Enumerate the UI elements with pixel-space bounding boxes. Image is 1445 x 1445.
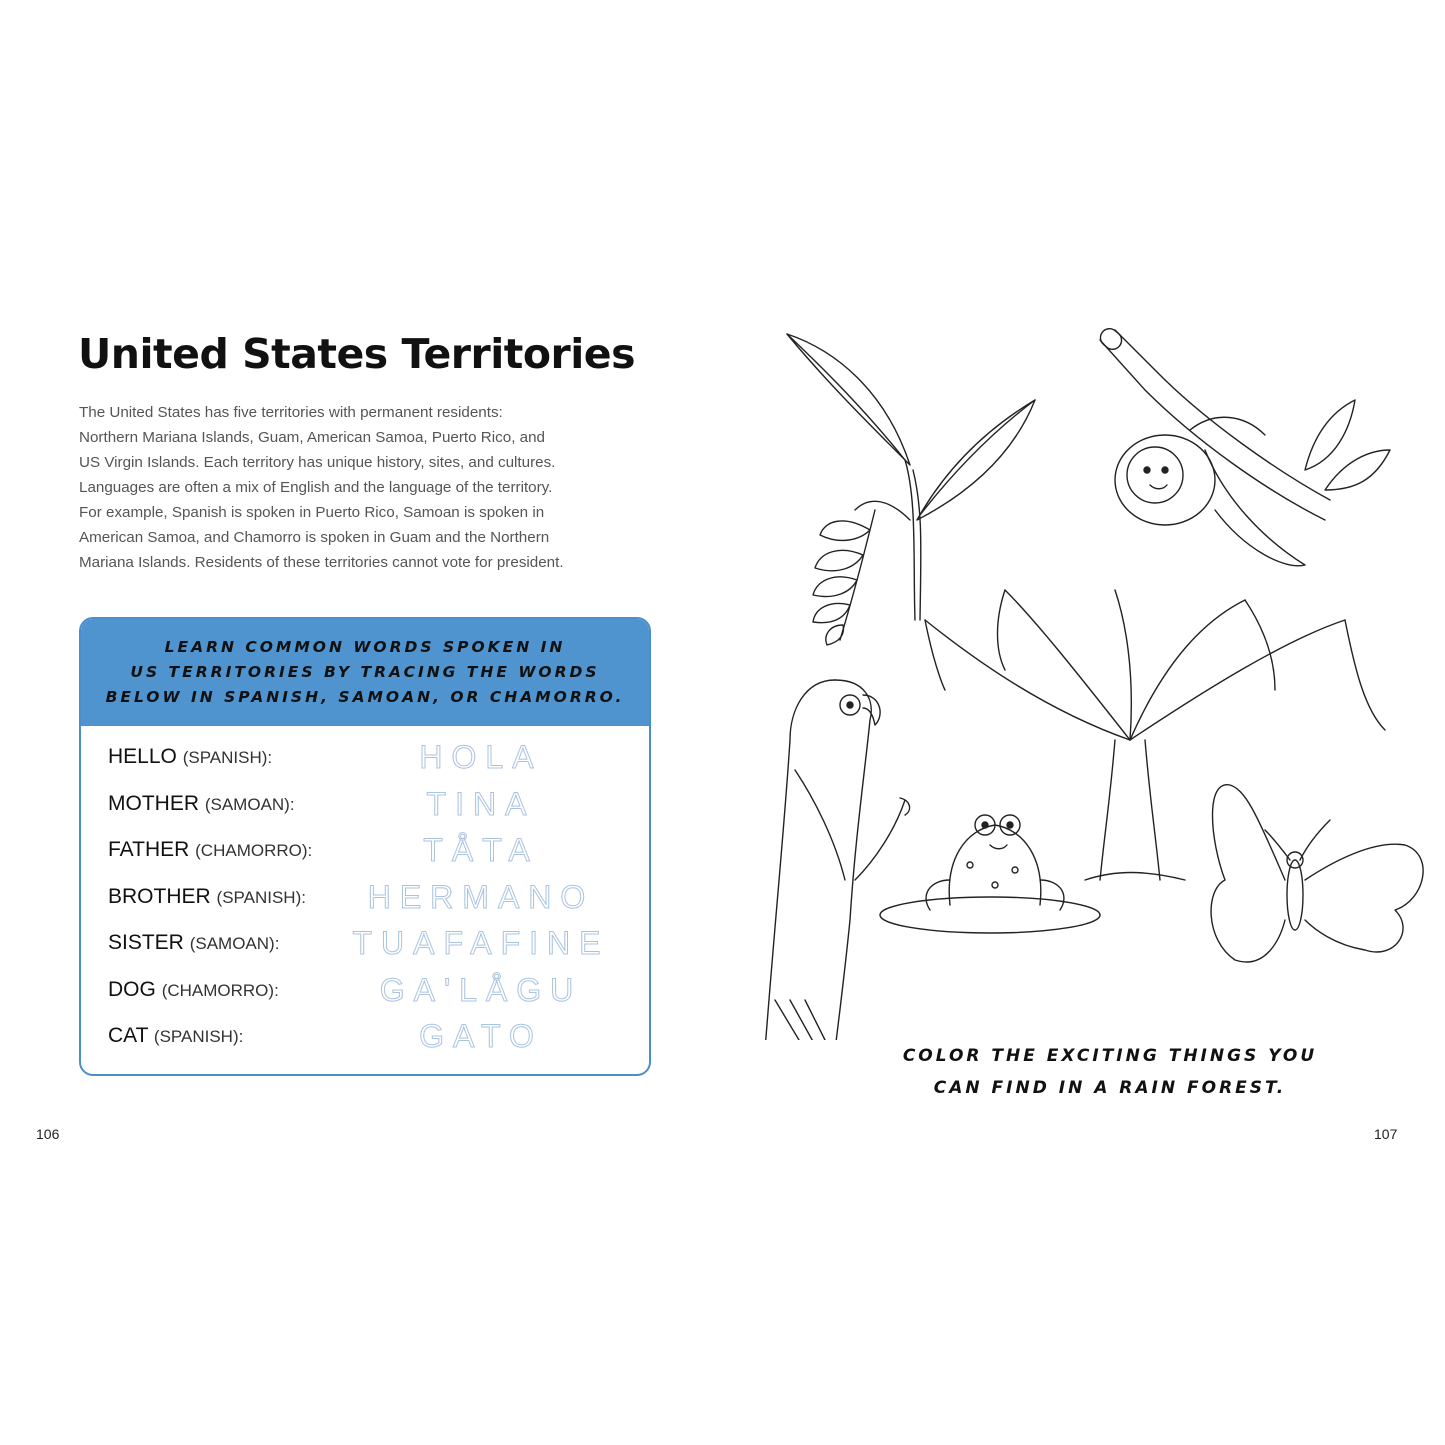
word-list xyxy=(81,739,649,1065)
english-word xyxy=(108,885,306,909)
butterfly-icon[interactable] xyxy=(1211,785,1423,962)
intro-line: Languages are often a mix of English and the language of the territory. xyxy=(79,479,553,496)
word-row xyxy=(81,1018,649,1065)
word-row xyxy=(81,925,649,972)
intro-paragraph xyxy=(79,400,639,575)
word-row xyxy=(81,832,649,879)
english-word xyxy=(108,792,295,816)
activity-header-line: US TERRITORIES BY TRACING THE WORDS xyxy=(130,663,600,681)
english-word xyxy=(108,745,272,769)
english-word xyxy=(108,1024,243,1048)
word-row xyxy=(81,972,649,1019)
english-word xyxy=(108,931,279,955)
frog-icon[interactable] xyxy=(880,815,1100,933)
intro-line: Northern Mariana Islands, Guam, American Samoa, Puerto Rico, and xyxy=(79,429,545,446)
heliconia-flower-icon[interactable] xyxy=(813,510,875,645)
language-label: (CHAMORRO): xyxy=(161,980,279,1000)
banana-plant-icon[interactable] xyxy=(787,334,1035,620)
english-word xyxy=(108,978,279,1002)
language-label: (SPANISH): xyxy=(216,887,306,907)
activity-header-line: LEARN COMMON WORDS SPOKEN IN xyxy=(164,638,566,656)
intro-line: US Virgin Islands. Each territory has unique history, sites, and cultures. xyxy=(79,454,556,471)
sloth-icon[interactable] xyxy=(1097,325,1390,566)
page-number-left: 106 xyxy=(36,1126,60,1142)
word-label: FATHER xyxy=(108,838,190,861)
english-word xyxy=(108,838,312,862)
trace-word[interactable]: TINA xyxy=(426,785,536,822)
language-label: (SAMOAN): xyxy=(204,794,295,814)
activity-header xyxy=(81,619,649,726)
tracing-activity-card xyxy=(79,617,651,1076)
intro-line: The United States has five territories with permanent residents: xyxy=(79,404,503,421)
word-row xyxy=(81,786,649,833)
page-title: United States Territories xyxy=(78,330,636,378)
trace-word[interactable]: TÅTA xyxy=(423,832,539,868)
coloring-caption xyxy=(890,1040,1330,1104)
parrot-icon[interactable] xyxy=(765,680,910,1040)
word-label: SISTER xyxy=(108,931,184,954)
intro-line: For example, Spanish is spoken in Puerto Rico, Samoan is spoken in xyxy=(79,504,545,521)
word-label: BROTHER xyxy=(108,884,211,908)
word-row xyxy=(81,879,649,926)
language-label: (CHAMORRO): xyxy=(195,841,313,860)
trace-word[interactable]: GATO xyxy=(419,1018,543,1054)
intro-line: Mariana Islands. Residents of these territories cannot vote for president. xyxy=(79,554,564,571)
language-label: (SPANISH): xyxy=(182,748,273,767)
rainforest-coloring-illustration[interactable] xyxy=(745,320,1435,1040)
word-label: CAT xyxy=(108,1024,149,1047)
caption-line: CAN FIND IN A RAIN FOREST. xyxy=(933,1078,1287,1098)
word-label: DOG xyxy=(108,977,156,1001)
page-number-right: 107 xyxy=(1374,1126,1398,1142)
language-label: (SPANISH): xyxy=(153,1027,244,1046)
trace-word[interactable]: TUAFAFINE xyxy=(352,925,610,961)
word-row xyxy=(81,739,649,786)
activity-header-line: BELOW IN SPANISH, SAMOAN, OR CHAMORRO. xyxy=(105,688,625,706)
word-label: HELLO xyxy=(108,745,177,768)
caption-line: COLOR THE EXCITING THINGS YOU xyxy=(902,1046,1318,1066)
trace-word[interactable]: HOLA xyxy=(419,739,543,775)
word-label: MOTHER xyxy=(108,791,199,815)
trace-word[interactable]: GA'LÅGU xyxy=(379,971,583,1008)
trace-word[interactable]: HERMANO xyxy=(367,878,595,915)
intro-line: American Samoa, and Chamorro is spoken in Guam and the Northern xyxy=(79,529,550,546)
language-label: (SAMOAN): xyxy=(189,934,280,953)
